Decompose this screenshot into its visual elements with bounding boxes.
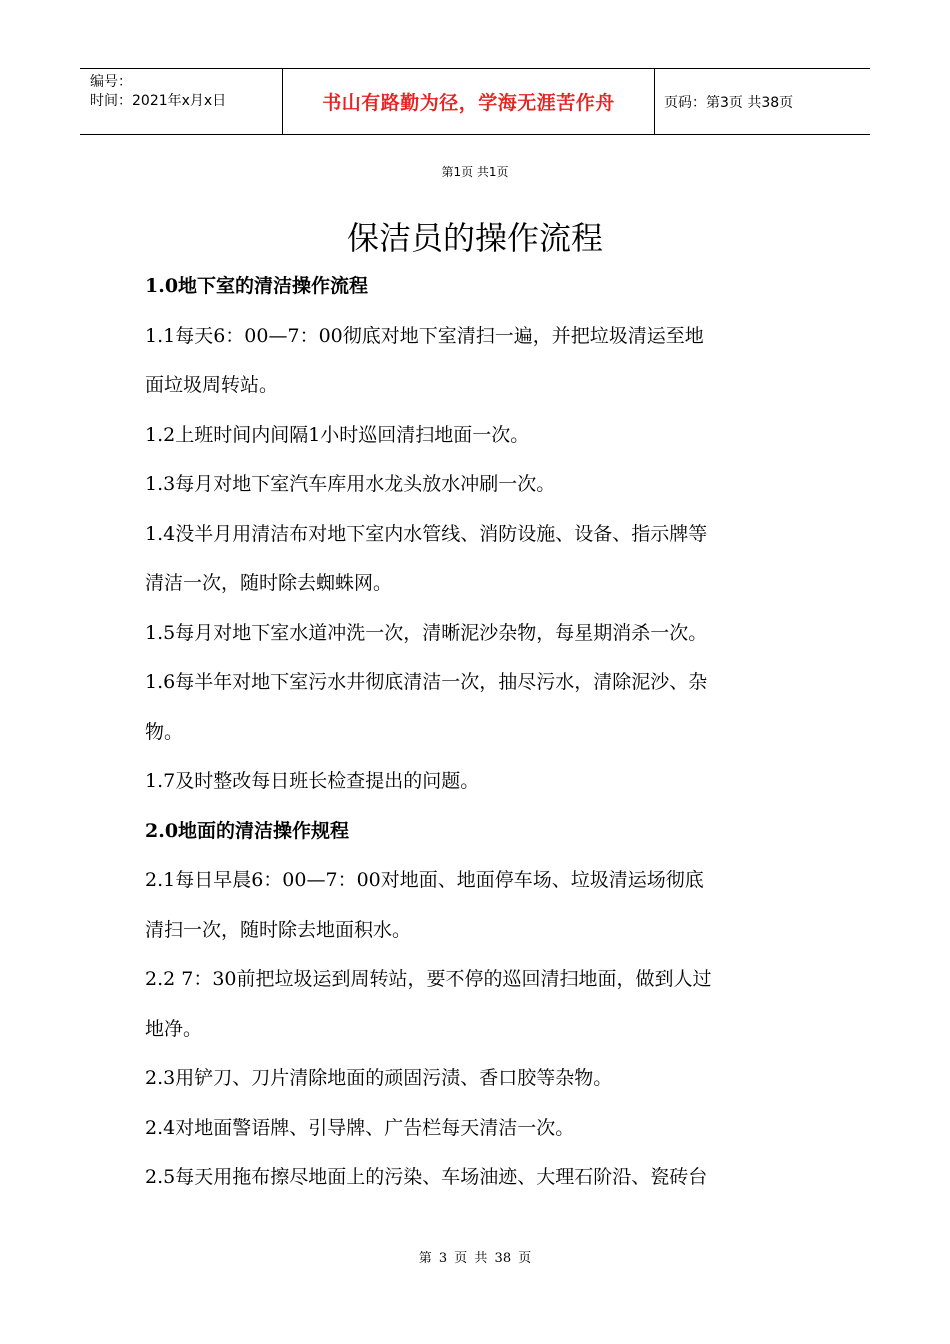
body-line: 1.3每月对地下室汽车库用水龙头放水冲刷一次。	[145, 473, 556, 495]
page-info: 第1页 共1页	[441, 165, 509, 179]
body-line: 1.1每天6：00—7：00彻底对地下室清扫一遍，并把垃圾清运至地	[145, 324, 704, 347]
page-title: 保洁员的操作流程	[346, 219, 603, 257]
body-line: 清扫一次，随时除去地面积水。	[145, 918, 412, 941]
body-line: 1.7及时整改每日班长检查提出的问题。	[145, 770, 480, 792]
document-header	[80, 68, 870, 135]
header-motto: 书山有路勤为径，学海无涯苦作舟	[322, 92, 615, 114]
body-line: 2.4对地面警语牌、引导牌、广告栏每天清洁一次。	[145, 1116, 575, 1139]
body-line: 1.5每月对地下室水道冲洗一次，清晰泥沙杂物，每星期消杀一次。	[145, 621, 708, 644]
body-line: 地净。	[145, 1017, 203, 1040]
body-line: 2.2 7：30前把垃圾运到周转站，要不停的巡回清扫地面，做到人过	[145, 968, 712, 990]
body-line: 1.6每半年对地下室污水井彻底清洁一次，抽尽污水，清除泥沙、杂	[145, 671, 708, 693]
document-body	[145, 262, 810, 1203]
header-page-cell	[655, 69, 870, 134]
header-motto-cell	[282, 69, 655, 134]
body-line: 物。	[145, 720, 184, 743]
page-footer: 第 3 页 共 38 页	[418, 1251, 532, 1266]
body-line: 2.3用铲刀、刀片清除地面的顽固污渍、香口胶等杂物。	[145, 1067, 613, 1089]
header-meta	[80, 69, 282, 134]
section-heading: 1.0地下室的清洁操作流程	[145, 275, 369, 297]
section-heading: 2.0地面的清洁操作规程	[145, 819, 350, 842]
body-line: 2.1每日早晨6：00—7：00对地面、地面停车场、垃圾清运场彻底	[145, 869, 704, 891]
body-line: 面垃圾周转站。	[145, 374, 279, 396]
body-line: 1.2上班时间内间隔1小时巡回清扫地面一次。	[145, 423, 530, 446]
header-page-label: 页码：第3页 共38页	[664, 94, 794, 111]
body-line: 1.4没半月用清洁布对地下室内水管线、消防设施、设备、指示牌等	[145, 522, 708, 545]
body-line: 2.5每天用拖布擦尽地面上的污染、车场油迹、大理石阶沿、瓷砖台	[145, 1166, 708, 1188]
number-label: 编号：	[90, 74, 132, 90]
date-label: 时间：2021年x月x日	[90, 93, 227, 109]
body-line: 清洁一次，随时除去蜘蛛网。	[145, 572, 393, 594]
